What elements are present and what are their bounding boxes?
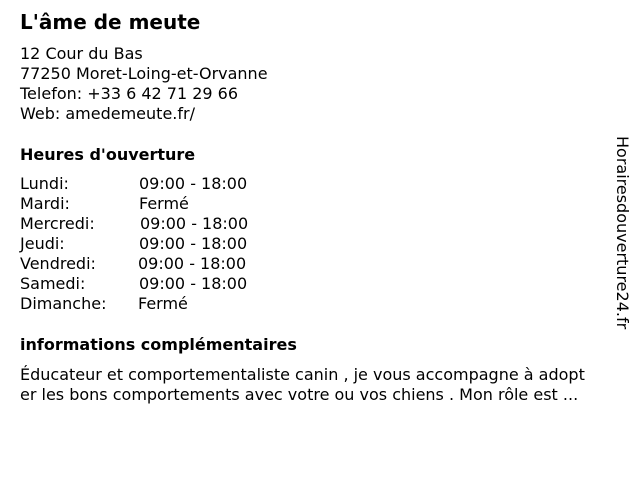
day-label: Jeudi:: [20, 234, 65, 253]
time-value: 09:00 - 18:00: [139, 174, 248, 193]
hours-row-friday: [20, 254, 320, 274]
info-heading: informations complémentaires: [20, 335, 297, 354]
hours-row-thursday: [20, 234, 320, 254]
site-watermark: Horairesdouverture24.fr: [613, 136, 632, 330]
hours-row-saturday: [20, 274, 320, 294]
hours-heading: Heures d'ouverture: [20, 145, 196, 164]
day-label: Dimanche:: [20, 294, 107, 313]
hours-list: [20, 174, 320, 314]
time-value: 09:00 - 18:00: [140, 214, 249, 233]
time-value: Fermé: [138, 294, 188, 313]
day-label: Mercredi:: [20, 214, 95, 233]
time-value: 09:00 - 18:00: [139, 234, 248, 253]
time-value: Fermé: [139, 194, 189, 213]
phone-number: Telefon: +33 6 42 71 29 66: [20, 84, 239, 103]
city-address: 77250 Moret-Loing-et-Orvanne: [20, 64, 268, 83]
day-label: Vendredi:: [20, 254, 96, 273]
hours-row-sunday: [20, 294, 320, 314]
description-line: Éducateur et comportementaliste canin , je vous accompagne à adopt: [20, 365, 585, 384]
address-block: [20, 44, 268, 124]
day-label: Samedi:: [20, 274, 86, 293]
day-label: Mardi:: [20, 194, 70, 213]
description-line: er les bons comportements avec votre ou vos chiens . Mon rôle est ...: [20, 385, 579, 404]
time-value: 09:00 - 18:00: [139, 274, 248, 293]
time-value: 09:00 - 18:00: [138, 254, 247, 273]
description-text: [20, 365, 630, 405]
day-label: Lundi:: [20, 174, 69, 193]
hours-row-tuesday: [20, 194, 320, 214]
hours-row-monday: [20, 174, 320, 194]
hours-row-wednesday: [20, 214, 320, 234]
street-address: 12 Cour du Bas: [20, 44, 143, 63]
website: Web: amedemeute.fr/: [20, 104, 195, 123]
business-name: L'âme de meute: [20, 10, 201, 34]
